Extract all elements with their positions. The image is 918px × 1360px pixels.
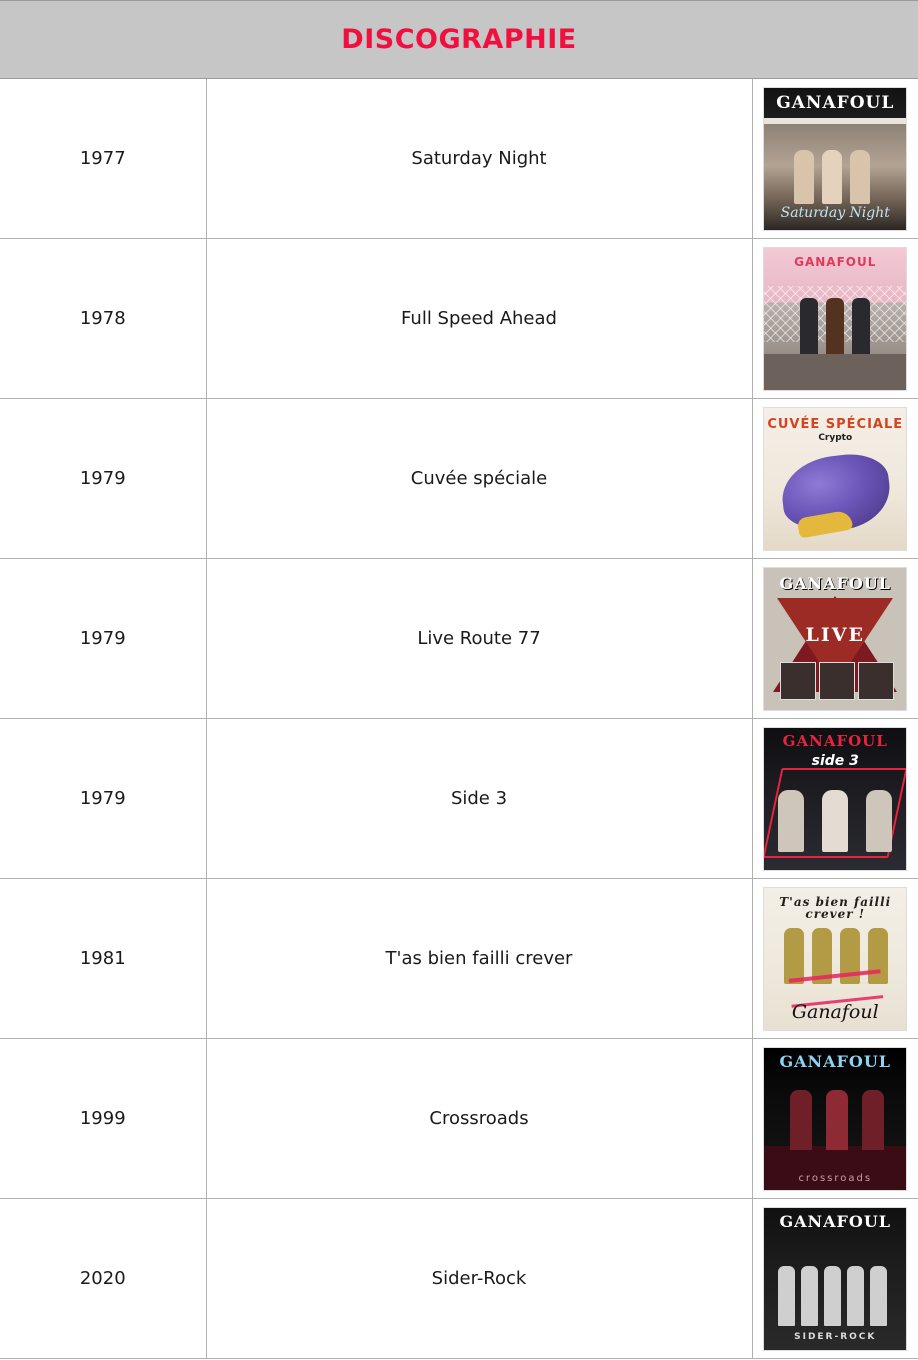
cover-figure xyxy=(826,298,844,354)
album-title: T'as bien failli crever xyxy=(206,879,752,1039)
table-row xyxy=(0,79,918,239)
cover-band-name: GANAFOUL xyxy=(782,731,888,750)
album-cover-image xyxy=(763,87,907,231)
cover-ground-decor xyxy=(764,354,906,390)
cover-band-name: GANAFOUL xyxy=(776,92,895,113)
album-year: 1977 xyxy=(0,79,206,239)
album-cover-cell xyxy=(752,879,918,1039)
album-cover-cell xyxy=(752,1199,918,1359)
table-row xyxy=(0,559,918,719)
album-cover-image xyxy=(763,247,907,391)
cover-figure xyxy=(824,1266,841,1326)
album-year: 1978 xyxy=(0,239,206,399)
album-cover-image xyxy=(763,1047,907,1191)
cover-figure xyxy=(794,150,814,204)
cover-band-name: GANAFOUL xyxy=(779,1051,892,1071)
cover-photo-tile xyxy=(819,662,855,700)
cover-subtitle: crossroads xyxy=(798,1172,873,1184)
table-row xyxy=(0,239,918,399)
album-title: Sider-Rock xyxy=(206,1199,752,1359)
table-header-row xyxy=(0,1,918,79)
cover-figure xyxy=(862,1090,884,1150)
album-cover-image xyxy=(763,567,907,711)
album-title: Crossroads xyxy=(206,1039,752,1199)
cover-band-name: GANAFOUL xyxy=(794,254,877,269)
album-cover-cell xyxy=(752,239,918,399)
cover-figure xyxy=(866,790,892,852)
album-title: Full Speed Ahead xyxy=(206,239,752,399)
cover-figure xyxy=(801,1266,818,1326)
album-cover-image xyxy=(763,727,907,871)
album-title: Side 3 xyxy=(206,719,752,879)
album-cover-image xyxy=(763,407,907,551)
album-cover-cell xyxy=(752,559,918,719)
table-row xyxy=(0,1199,918,1359)
cover-subtitle: SIDER-ROCK xyxy=(794,1331,877,1342)
album-year: 1981 xyxy=(0,879,206,1039)
page-title-cell xyxy=(0,1,918,79)
cover-subtitle: Saturday Night xyxy=(780,204,890,221)
cover-figure xyxy=(870,1266,887,1326)
cover-band-name: CUVÉE SPÉCIALE xyxy=(767,416,904,432)
cover-subtitle: Crypto xyxy=(818,432,853,443)
cover-photo-tile xyxy=(780,662,816,700)
table-row xyxy=(0,1039,918,1199)
cover-figure xyxy=(778,790,804,852)
album-year: 1979 xyxy=(0,559,206,719)
album-year: 1979 xyxy=(0,719,206,879)
table-row xyxy=(0,879,918,1039)
cover-figure xyxy=(850,150,870,204)
cover-band-name: GANAFOUL xyxy=(779,573,892,593)
album-year: 2020 xyxy=(0,1199,206,1359)
cover-figure xyxy=(800,298,818,354)
table-row xyxy=(0,719,918,879)
table-row xyxy=(0,399,918,559)
cover-figure xyxy=(822,150,842,204)
album-cover-cell xyxy=(752,719,918,879)
cover-subtitle: side 3 xyxy=(811,752,859,769)
album-cover-cell xyxy=(752,399,918,559)
album-year: 1999 xyxy=(0,1039,206,1199)
cover-subtitle: LIVE xyxy=(805,623,865,646)
cover-figure xyxy=(847,1266,864,1326)
album-title: Saturday Night xyxy=(206,79,752,239)
cover-figure xyxy=(784,928,804,984)
album-cover-cell xyxy=(752,1039,918,1199)
cover-figure xyxy=(778,1266,795,1326)
cover-subtitle: Ganafoul xyxy=(791,1000,879,1023)
cover-figure xyxy=(790,1090,812,1150)
album-title: Live Route 77 xyxy=(206,559,752,719)
album-cover-image xyxy=(763,887,907,1031)
cover-photo-tile xyxy=(858,662,894,700)
album-title: Cuvée spéciale xyxy=(206,399,752,559)
cover-band-name: GANAFOUL xyxy=(779,1211,892,1231)
album-cover-cell xyxy=(752,79,918,239)
cover-decor-strip xyxy=(764,118,906,124)
cover-figure xyxy=(826,1090,848,1150)
album-year: 1979 xyxy=(0,399,206,559)
cover-band-name: T'as bien failli crever ! xyxy=(779,894,892,921)
page-title: DISCOGRAPHIE xyxy=(341,24,577,55)
cover-figure xyxy=(822,790,848,852)
album-cover-image xyxy=(763,1207,907,1351)
table-body xyxy=(0,79,918,1359)
cover-figure xyxy=(852,298,870,354)
